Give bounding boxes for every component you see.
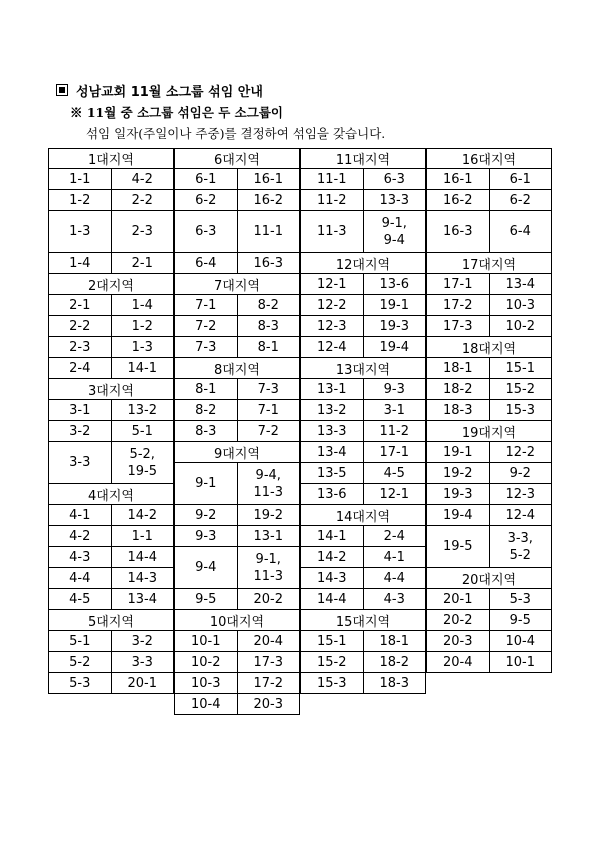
group-cell: 10-4 — [190, 696, 221, 712]
partner-group-cell: 1-3 — [111, 337, 174, 357]
region-header-label: 1대지역 — [88, 153, 134, 168]
group-cell: 4-3 — [69, 549, 91, 565]
partner-group-cell: 3-2 — [111, 631, 174, 651]
partner-group-cell: 6-1 — [489, 169, 552, 189]
group-cell: 20-2 — [442, 612, 473, 628]
pairing-row — [426, 400, 552, 421]
region-header-label: 15대지역 — [335, 614, 391, 630]
partner-group-cell: 14-1 — [111, 358, 174, 378]
partner-group-cell: 1-2 — [111, 316, 174, 336]
partner-group-cell: 4-1 — [363, 547, 426, 567]
group-cell: 13-3 — [316, 423, 347, 439]
region-header-label: 4대지역 — [88, 488, 134, 504]
group-cell: 6-3 — [195, 224, 217, 239]
pairing-row — [174, 526, 300, 547]
pairing-row — [174, 190, 300, 211]
partner-group-cell: 9-5 — [489, 610, 552, 630]
region-header — [174, 148, 300, 169]
pairing-row — [300, 421, 426, 442]
pairing-row — [174, 631, 300, 652]
group-cell: 19-1 — [442, 444, 473, 460]
pairing-row — [174, 547, 300, 589]
pairing-row — [48, 442, 174, 484]
region-column-2 — [174, 148, 300, 715]
region-header — [48, 379, 174, 400]
partner-group-cell: 13-6 — [363, 274, 426, 294]
group-cell: 10-3 — [190, 675, 221, 691]
pairing-row — [48, 631, 174, 652]
group-cell: 15-3 — [316, 675, 347, 691]
pairing-row — [300, 295, 426, 316]
pairing-row — [426, 169, 552, 190]
partner-group-cell: 4-2 — [111, 169, 174, 189]
partner-group-cell: 2-1 — [111, 253, 174, 273]
group-cell: 8-2 — [195, 402, 217, 418]
region-header — [426, 568, 552, 589]
pairing-row — [426, 295, 552, 316]
group-cell: 14-1 — [316, 528, 347, 544]
pairing-row — [48, 211, 174, 253]
pairing-row — [300, 463, 426, 484]
region-header-label: 7대지역 — [214, 278, 260, 294]
partner-group-cell: 16-3 — [237, 253, 300, 273]
pairing-row — [426, 526, 552, 568]
pairing-row — [426, 484, 552, 505]
partner-group-cell: 12-3 — [489, 484, 552, 504]
group-cell: 1-1 — [69, 171, 91, 187]
region-header — [300, 505, 426, 526]
group-cell: 18-2 — [442, 381, 473, 397]
group-cell: 14-4 — [316, 591, 347, 607]
group-cell: 3-3 — [69, 455, 91, 470]
group-cell: 11-2 — [316, 192, 347, 208]
partner-group-cell: 19-2 — [237, 505, 300, 525]
group-cell: 5-2 — [69, 654, 91, 670]
pairing-row — [174, 316, 300, 337]
region-header — [426, 337, 552, 358]
pairing-row — [300, 169, 426, 190]
region-header-label: 14대지역 — [335, 509, 391, 525]
group-cell: 13-1 — [316, 381, 347, 397]
pairing-row — [426, 589, 552, 610]
region-header — [300, 610, 426, 631]
pairing-row — [174, 400, 300, 421]
pairing-row — [174, 589, 300, 610]
partner-group-cell: 3-3, 5-2 — [489, 526, 552, 567]
partner-group-cell: 13-4 — [111, 589, 174, 609]
group-cell: 9-1 — [195, 476, 217, 491]
partner-group-cell: 5-1 — [111, 421, 174, 441]
pairing-row — [174, 673, 300, 694]
group-cell: 10-2 — [190, 654, 221, 670]
pairing-row — [174, 421, 300, 442]
pairing-row — [48, 589, 174, 610]
group-cell: 8-1 — [195, 381, 217, 397]
group-cell: 9-3 — [195, 528, 217, 544]
region-header — [300, 148, 426, 169]
pairing-row — [300, 547, 426, 568]
partner-group-cell: 13-2 — [111, 400, 174, 420]
region-header — [174, 610, 300, 631]
pairing-row — [426, 652, 552, 673]
partner-group-cell: 17-1 — [363, 442, 426, 462]
partner-group-cell: 2-4 — [363, 526, 426, 546]
partner-group-cell: 19-4 — [363, 337, 426, 357]
partner-group-cell: 4-3 — [363, 589, 426, 609]
group-cell: 4-1 — [69, 507, 91, 523]
pairing-row — [426, 379, 552, 400]
partner-group-cell: 9-1, 9-4 — [363, 211, 426, 252]
partner-group-cell: 14-2 — [111, 505, 174, 525]
region-header-label: 3대지역 — [88, 383, 134, 399]
partner-group-cell: 17-3 — [237, 652, 300, 672]
region-header-label: 10대지역 — [209, 614, 265, 630]
group-cell: 9-4 — [195, 560, 217, 575]
pairing-row — [426, 190, 552, 211]
group-cell: 12-4 — [316, 339, 347, 355]
group-cell: 9-2 — [195, 507, 217, 523]
pairing-row — [48, 652, 174, 673]
region-header-label: 2대지역 — [88, 278, 134, 294]
group-cell: 12-3 — [316, 318, 347, 334]
partner-group-cell: 8-3 — [237, 316, 300, 336]
partner-group-cell: 17-2 — [237, 673, 300, 693]
pairing-row — [48, 505, 174, 526]
pairing-row — [426, 211, 552, 253]
pairing-row — [174, 505, 300, 526]
note-line-1: ※ 11월 중 소그룹 섞임은 두 소그룹이 — [70, 105, 283, 120]
pairing-row — [300, 337, 426, 358]
partner-group-cell: 8-2 — [237, 295, 300, 315]
region-column-1 — [48, 148, 174, 694]
group-cell: 8-3 — [195, 423, 217, 439]
region-header — [174, 274, 300, 295]
partner-group-cell: 12-4 — [489, 505, 552, 525]
group-cell: 5-3 — [69, 675, 91, 691]
group-cell: 11-1 — [316, 171, 347, 187]
group-cell: 20-1 — [442, 591, 473, 607]
title-text: 성남교회 11월 소그룹 섞임 안내 — [76, 84, 263, 100]
group-cell: 14-2 — [316, 549, 347, 565]
partner-group-cell: 1-1 — [111, 526, 174, 546]
region-header-label: 18대지역 — [461, 341, 517, 357]
region-header-label: 17대지역 — [461, 257, 517, 273]
group-cell: 15-2 — [316, 654, 347, 670]
partner-group-cell: 8-1 — [237, 337, 300, 357]
pairing-row — [300, 316, 426, 337]
group-cell: 2-4 — [69, 360, 91, 376]
partner-group-cell: 6-4 — [489, 211, 552, 252]
partner-group-cell: 2-2 — [111, 190, 174, 210]
partner-group-cell: 7-2 — [237, 421, 300, 441]
pairing-row — [174, 379, 300, 400]
partner-group-cell: 11-2 — [363, 421, 426, 441]
partner-group-cell: 20-2 — [237, 589, 300, 609]
pairing-row — [426, 316, 552, 337]
pairing-row — [48, 316, 174, 337]
pairing-row — [48, 568, 174, 589]
partner-group-cell: 5-3 — [489, 589, 552, 609]
region-header-label: 6대지역 — [214, 153, 260, 168]
partner-group-cell: 5-2, 19-5 — [111, 442, 174, 483]
group-cell: 7-2 — [195, 318, 217, 334]
pairing-row — [48, 295, 174, 316]
partner-group-cell: 15-2 — [489, 379, 552, 399]
region-column-3 — [300, 148, 426, 694]
pairing-row — [300, 484, 426, 505]
region-header — [300, 253, 426, 274]
pairing-row — [300, 400, 426, 421]
partner-group-cell: 2-3 — [111, 211, 174, 252]
partner-group-cell: 16-1 — [237, 169, 300, 189]
group-cell: 9-5 — [195, 591, 217, 607]
pairing-row — [48, 337, 174, 358]
pairing-row — [426, 358, 552, 379]
group-cell: 16-1 — [442, 171, 473, 187]
pairing-row — [48, 673, 174, 694]
group-cell: 4-5 — [69, 591, 91, 607]
partner-group-cell: 3-1 — [363, 400, 426, 420]
document-title — [56, 80, 263, 100]
pairing-row — [174, 169, 300, 190]
group-cell: 19-3 — [442, 486, 473, 502]
pairing-row — [300, 652, 426, 673]
partner-group-cell: 7-3 — [237, 379, 300, 399]
region-header — [48, 148, 174, 169]
group-cell: 14-3 — [316, 570, 347, 586]
pairing-row — [300, 526, 426, 547]
region-header-label: 5대지역 — [88, 614, 134, 630]
partner-group-cell: 4-5 — [363, 463, 426, 483]
partner-group-cell: 4-4 — [363, 568, 426, 588]
group-cell: 20-4 — [442, 654, 473, 670]
partner-group-cell: 10-2 — [489, 316, 552, 336]
partner-group-cell: 6-2 — [489, 190, 552, 210]
group-cell: 7-3 — [195, 339, 217, 355]
group-cell: 16-2 — [442, 192, 473, 208]
region-column-4 — [426, 148, 552, 673]
pairing-row — [48, 400, 174, 421]
pairing-row — [426, 274, 552, 295]
group-cell: 5-1 — [69, 633, 91, 649]
region-header-label: 11대지역 — [335, 153, 391, 168]
group-cell: 7-1 — [195, 297, 217, 313]
partner-group-cell: 14-4 — [111, 547, 174, 567]
pairing-row — [48, 421, 174, 442]
region-header — [426, 148, 552, 169]
group-cell: 4-2 — [69, 528, 91, 544]
region-header — [48, 274, 174, 295]
partner-group-cell: 13-4 — [489, 274, 552, 294]
pairing-row — [174, 652, 300, 673]
partner-group-cell: 9-3 — [363, 379, 426, 399]
pairing-row — [300, 568, 426, 589]
group-cell: 12-1 — [316, 276, 347, 292]
partner-group-cell: 10-4 — [489, 631, 552, 651]
group-cell: 13-5 — [316, 465, 347, 481]
partner-group-cell: 9-2 — [489, 463, 552, 483]
region-header-label: 12대지역 — [335, 257, 391, 273]
group-cell: 13-6 — [316, 486, 347, 502]
pairing-row — [426, 610, 552, 631]
group-cell: 17-3 — [442, 318, 473, 334]
region-header — [300, 358, 426, 379]
region-header — [426, 253, 552, 274]
region-header-label: 13대지역 — [335, 362, 391, 378]
partner-group-cell: 18-1 — [363, 631, 426, 651]
filled-square-icon — [56, 84, 68, 96]
partner-group-cell: 13-1 — [237, 526, 300, 546]
region-header-label: 9대지역 — [214, 446, 260, 462]
partner-group-cell: 19-1 — [363, 295, 426, 315]
region-header-label: 20대지역 — [461, 572, 517, 588]
group-cell: 11-3 — [316, 224, 347, 239]
partner-group-cell: 9-4, 11-3 — [237, 463, 300, 504]
group-cell: 6-1 — [195, 171, 217, 187]
region-header — [174, 442, 300, 463]
group-cell: 10-1 — [190, 633, 221, 649]
region-header — [48, 610, 174, 631]
group-cell: 17-1 — [442, 276, 473, 292]
partner-group-cell: 15-1 — [489, 358, 552, 378]
pairing-row — [426, 442, 552, 463]
pairing-row — [174, 295, 300, 316]
group-cell: 2-2 — [69, 318, 91, 334]
pairing-row — [48, 169, 174, 190]
pairing-row — [174, 211, 300, 253]
group-cell: 18-1 — [442, 360, 473, 376]
pairing-row — [300, 589, 426, 610]
note-line-2: 섞임 일자(주일이나 주중)를 결정하여 섞임을 갖습니다. — [86, 126, 386, 141]
partner-group-cell: 6-3 — [363, 169, 426, 189]
pairing-row — [48, 358, 174, 379]
group-cell: 1-3 — [69, 224, 91, 239]
partner-group-cell: 13-3 — [363, 190, 426, 210]
group-cell: 1-4 — [69, 255, 91, 271]
pairing-row — [426, 631, 552, 652]
group-cell: 6-4 — [195, 255, 217, 271]
group-cell: 6-2 — [195, 192, 217, 208]
pairing-row — [300, 379, 426, 400]
partner-group-cell: 10-3 — [489, 295, 552, 315]
region-header — [48, 484, 174, 505]
partner-group-cell: 3-3 — [111, 652, 174, 672]
group-cell: 19-2 — [442, 465, 473, 481]
partner-group-cell: 18-3 — [363, 673, 426, 693]
group-cell: 18-3 — [442, 402, 473, 418]
group-cell: 3-1 — [69, 402, 91, 418]
pairing-row — [300, 211, 426, 253]
partner-group-cell: 14-3 — [111, 568, 174, 588]
pairing-row — [48, 547, 174, 568]
group-cell: 20-3 — [442, 633, 473, 649]
partner-group-cell: 19-3 — [363, 316, 426, 336]
pairing-row — [48, 190, 174, 211]
partner-group-cell: 20-3 — [237, 694, 300, 714]
group-cell: 19-4 — [442, 507, 473, 523]
partner-group-cell: 20-1 — [111, 673, 174, 693]
pairing-row — [300, 190, 426, 211]
pairing-row — [48, 526, 174, 547]
pairing-row — [426, 463, 552, 484]
partner-group-cell: 11-1 — [237, 211, 300, 252]
region-header-label: 16대지역 — [461, 153, 517, 168]
partner-group-cell: 18-2 — [363, 652, 426, 672]
partner-group-cell: 9-1, 11-3 — [237, 547, 300, 588]
pairing-row — [300, 442, 426, 463]
partner-group-cell: 20-4 — [237, 631, 300, 651]
partner-group-cell: 16-2 — [237, 190, 300, 210]
pairing-row — [174, 253, 300, 274]
group-cell: 13-4 — [316, 444, 347, 460]
region-header-label: 19대지역 — [461, 425, 517, 441]
pairing-row — [174, 694, 300, 715]
group-cell: 17-2 — [442, 297, 473, 313]
pairing-row — [300, 631, 426, 652]
partner-group-cell: 12-1 — [363, 484, 426, 504]
group-cell: 16-3 — [442, 224, 473, 239]
group-cell: 13-2 — [316, 402, 347, 418]
pairing-row — [174, 463, 300, 505]
partner-group-cell: 1-4 — [111, 295, 174, 315]
group-cell: 15-1 — [316, 633, 347, 649]
pairing-row — [426, 505, 552, 526]
partner-group-cell: 12-2 — [489, 442, 552, 462]
group-cell: 1-2 — [69, 192, 91, 208]
pairing-row — [300, 673, 426, 694]
group-cell: 4-4 — [69, 570, 91, 586]
group-cell: 12-2 — [316, 297, 347, 313]
pairing-row — [174, 337, 300, 358]
pairing-row — [300, 274, 426, 295]
region-header — [174, 358, 300, 379]
group-cell: 2-3 — [69, 339, 91, 355]
group-cell: 19-5 — [442, 539, 473, 554]
pairing-row — [48, 253, 174, 274]
group-cell: 2-1 — [69, 297, 91, 313]
partner-group-cell: 15-3 — [489, 400, 552, 420]
group-cell: 3-2 — [69, 423, 91, 439]
partner-group-cell: 7-1 — [237, 400, 300, 420]
partner-group-cell: 10-1 — [489, 652, 552, 672]
region-header — [426, 421, 552, 442]
region-header-label: 8대지역 — [214, 362, 260, 378]
